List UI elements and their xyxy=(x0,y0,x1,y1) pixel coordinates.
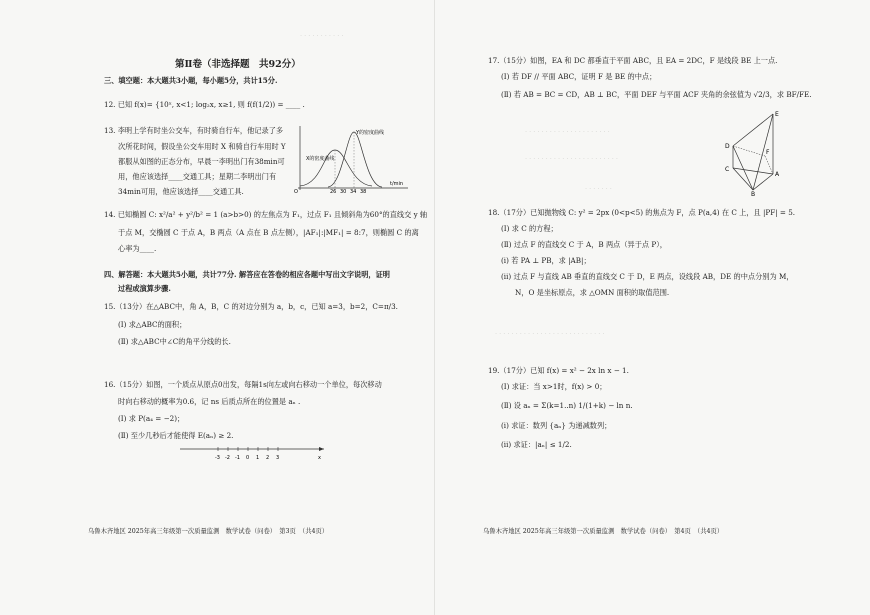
tick-label: 30 xyxy=(340,189,347,194)
normal-distribution-figure xyxy=(292,122,412,194)
bleed-through-text: · · · · · · · · · · · · · · · · · · · · · · · · · · · xyxy=(495,330,605,338)
number-line-figure xyxy=(178,440,328,462)
page-4: · · · · · · · · · · · · · · · · · · · · · · · · · · · · · · · · · · · · · · · · · · · · · · · · · · · 17.（15分）如图，EA 和 DC 都垂直于平面 ABC，且 EA = 2DC，F 是线段 BE 上一点. (Ⅰ) 若 DF // 平面 ABC，证明 F 是 BE 的中点； (Ⅱ) 若 AB = BC = CD，AB ⊥ BC，平面 DEF 与平面 ACF 夹角的余弦值为 √2/3，求 BF/FE. E D F A C B 18.（17分）已知抛物线 C: y² = 2px (0<p<5) 的焦点为 F，点 P(a,4) 在 C 上，且 |PF| = 5. (Ⅰ) 求 C 的方程； (Ⅱ) 过点 F 的直线交 C 于 A，B 两点（异于点 P）， (ⅰ) 若 PA ⊥ PB，求 |AB|； (ⅱ) 过点 F 与直线 AB 垂直的直线交 C 于 D，E 两点，设线段 AB，DE 的中点分别为 M， N，O 是坐标原点，求 △OMN 面积的取值范围. · · · · · · · · · · · · · · · · · · · · · · · · · · · 19.（17分）已知 f(x) = x² − 2x ln x − 1. (Ⅰ) 求证：当 x>1时，f(x) > 0； (Ⅱ) 设 aₙ = Σ(k=1..n) 1/(1+k) − ln n. (ⅰ) 求证：数列 {aₙ} 为递减数列； (ⅱ) 求证：|aₙ| ≤ 1/2. 乌鲁木齐地区 2025年高三年级第一次质量监测 数学试卷（问卷） 第4页 （共4页） xyxy=(483,56,812,535)
solid-geometry-figure xyxy=(725,108,785,196)
number-line-label: 3 xyxy=(276,455,280,461)
number-line-label: 0 xyxy=(246,455,250,461)
number-line-label: -2 xyxy=(225,455,230,461)
vertex-label: B xyxy=(751,191,756,196)
vertex-label: A xyxy=(775,171,780,178)
tick-label: 26 xyxy=(330,189,337,194)
bleed-through-text: · · · · · · · xyxy=(585,185,612,193)
origin-label: O xyxy=(294,189,298,194)
fill-in-header: 三、填空题：本大题共3小题，每小题5分，共计15分. xyxy=(104,76,278,85)
tick-label: 38 xyxy=(360,189,367,194)
vertex-label: D xyxy=(725,143,730,150)
bleed-through-text: · · · · · · · · · · · xyxy=(300,32,344,40)
page-footer: 乌鲁木齐地区 2025年高三年级第一次质量监测 数学试卷（问卷） 第4页 （共4页） xyxy=(483,528,724,535)
number-line-end: x xyxy=(318,455,321,461)
bleed-through-text: · · · · · · · · · · · · · · · · · · · · · xyxy=(525,128,610,136)
page-3: · · · · · · · · · · · 第Ⅱ卷（非选择题 共92分） 三、填空题：本大题共3小题，每小题5分，共计15分. 12. 已知 f(x)= {10ˣ, x<1; log₂x, x≥1, 则 f(f(1/2)) = ____ . 13. 李明上学有时坐公交车，有时骑自行车，他记录了多 次所花时间，假设坐公交车用时 X 和骑自行车用时 Y 都服从如图的正态分布，早晨一李明出门有38min可 用，他应该选择____交通工具；星期二李明出门有 34min可用，他应该选择____交通工具. Y的密度曲线 X的密度曲线 O 26 30 34 38 t/min 14. 已知椭圆 C: x²/a² + y²/b² = 1 (a>b>0) 的左焦点为 F₁，过点 F₁ 且倾斜角为60°的直线交 y 轴 于点 M，交椭圆 C 于点 A，B 两点（A 点在 B 点左侧），|AF₁|:|MF₁| = 8:7，则椭圆 C 的离 心率为____. 四、解答题：本大题共5小题，共计77分. 解答应在答卷的相应各题中写出文字说明，证明 过程或演算步骤. 15.（13分）在△ABC中，角 A，B，C 的对边分别为 a，b，c，已知 a=3，b=2，C=π/3. (Ⅰ) 求△ABC的面积； (Ⅱ) 求△ABC中∠C的角平分线的长. 16.（15分）如图，一个质点从原点0出发，每隔1s向左或向右移动一个单位，每次移动 时向右移动的概率为0.6，记 ns 后质点所在的位置是 aₙ . (Ⅰ) 求 P(a₄ = −2)； (Ⅱ) 至少几秒后才能使得 E(aₙ) ≥ 2. -3 -2 -1 0 1 2 3 x 乌鲁木齐地区 2025年高三年级第一次质量监测 数学试卷（问卷） 第3页 （共4页） xyxy=(88,32,428,535)
axis-label: t/min xyxy=(390,181,404,187)
page-footer: 乌鲁木齐地区 2025年高三年级第一次质量监测 数学试卷（问卷） 第3页 （共4页） xyxy=(88,528,329,535)
tick-label: 34 xyxy=(350,189,357,194)
curve-x-label: X的密度曲线 xyxy=(306,156,335,162)
number-line-label: 2 xyxy=(266,455,270,461)
vertex-label: C xyxy=(725,166,730,173)
curve-y-label: Y的密度曲线 xyxy=(356,130,385,136)
number-line-label: 1 xyxy=(256,455,260,461)
vertex-label: E xyxy=(775,111,779,118)
vertex-label: F xyxy=(766,149,770,156)
question-12: 12. 已知 f(x)= {10ˣ, x<1; log₂x, x≥1, 则 f(f(1/2)) = ____ . xyxy=(104,100,305,109)
number-line-label: -3 xyxy=(215,455,220,461)
y-density-curve xyxy=(328,132,382,187)
number-line-label: -1 xyxy=(235,455,240,461)
section-title: 第Ⅱ卷（非选择题 共92分） xyxy=(175,59,301,70)
bleed-through-text: · · · · · · · · · · · · · · · · · · · · · · · xyxy=(525,155,618,163)
